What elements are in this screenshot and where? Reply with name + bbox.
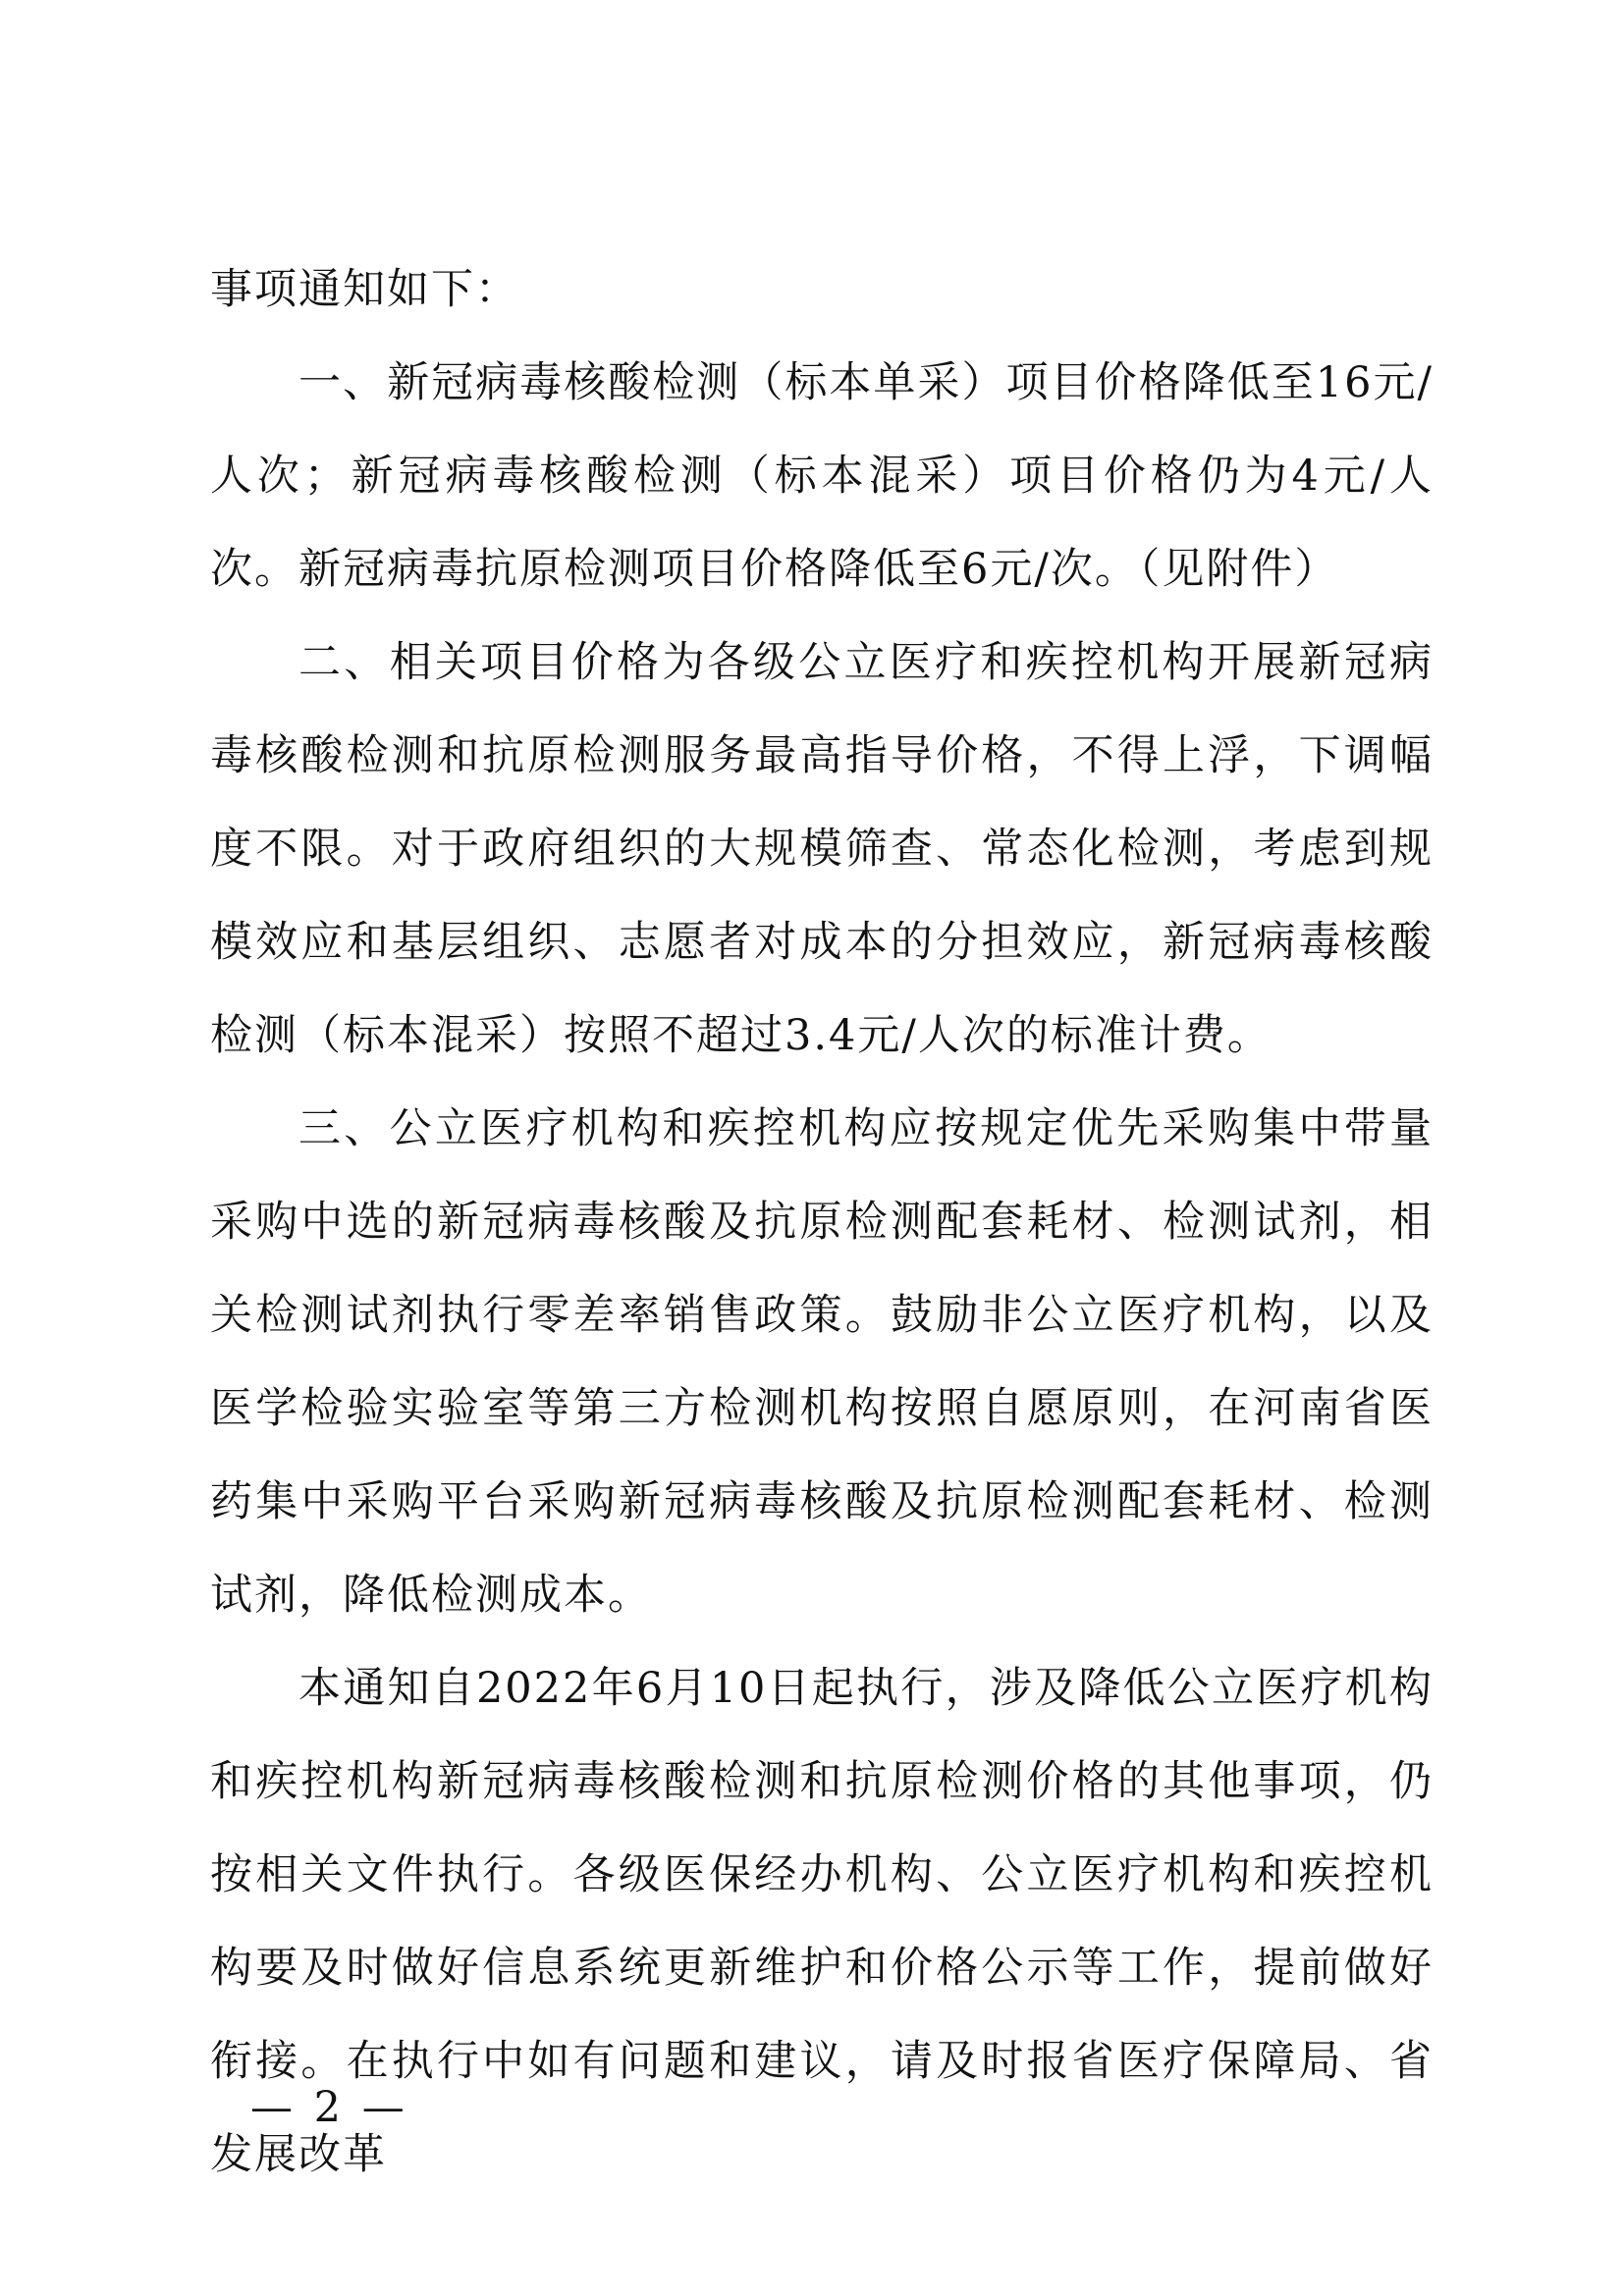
paragraph-intro: 事项通知如下：: [210, 265, 519, 314]
document-body: [210, 243, 1434, 2202]
paragraph-item-3: 三、公立医疗机构和疾控机构应按规定优先采购集中带量采购中选的新冠病毒核酸及抗原检测配套耗材、检测试剂，相关检测试剂执行零差率销售政策。鼓励非公立医疗机构，以及医学检验实验室等第三方检测机构按照自愿原则，在河南省医药集中采购平台采购新冠病毒核酸及抗原检测配套耗材、检测试剂，降低检测成本。: [210, 1104, 1434, 1620]
paragraph-item-1: 一、新冠病毒核酸检测（标本单采）项目价格降低至16元/人次；新冠病毒核酸检测（标本混采）项目价格仍为4元/人次。新冠病毒抗原检测项目价格降低至6元/次。（见附件）: [210, 358, 1434, 594]
paragraph-effective-date: 本通知自2022年6月10日起执行，涉及降低公立医疗机构和疾控机构新冠病毒核酸检测和抗原检测价格的其他事项，仍按相关文件执行。各级医保经办机构、公立医疗机构和疾控机构要及时做好信息系统更新维护和价格公示等工作，提前做好衔接。在执行中如有问题和建议，请及时报省医疗保障局、省发展改革: [210, 1664, 1434, 2179]
page-number: — 2 —: [250, 2083, 408, 2132]
paragraph-item-2: 二、相关项目价格为各级公立医疗和疾控机构开展新冠病毒核酸检测和抗原检测服务最高指导价格，不得上浮，下调幅度不限。对于政府组织的大规模筛查、常态化检测，考虑到规模效应和基层组织、志愿者对成本的分担效应，新冠病毒核酸检测（标本混采）按照不超过3.4元/人次的标准计费。: [210, 638, 1434, 1060]
